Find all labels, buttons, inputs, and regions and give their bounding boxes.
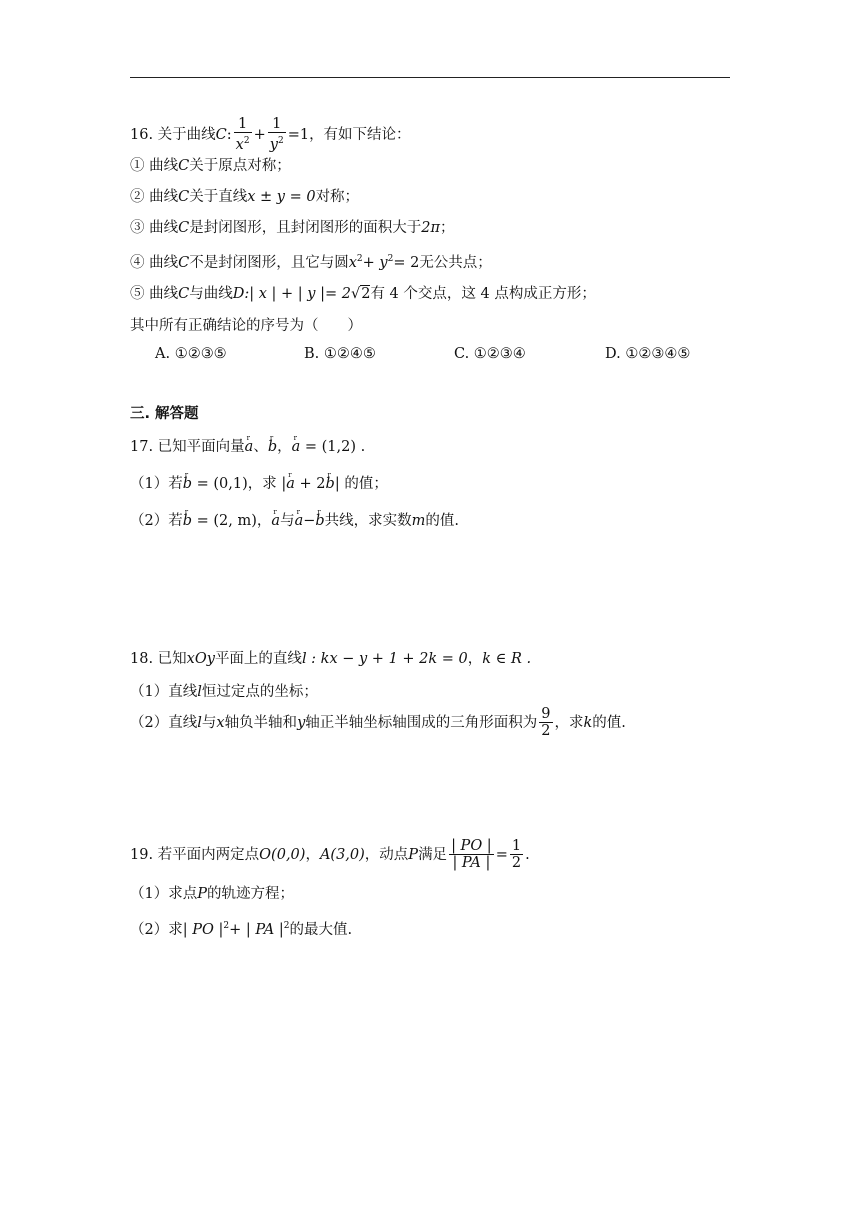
q17-part-2: （2）若r b = (2, m)，r a与r a−r b共线，求实数m的值. — [130, 511, 459, 531]
q16-statement-5: ⑤ 曲线C与曲线D:| x | + | y |= 2√2有 4 个交点，这 4 点构成正方形； — [130, 286, 596, 302]
q16-stem: 16. 关于曲线C: $\frac{1}{x^2}$ + $\frac{1}{y^2}$ =1，有如下结论： — [130, 116, 411, 153]
q16-statement-1: ① 曲线C关于原点对称； — [130, 158, 291, 174]
q16-option-c: C. ①②③④ — [454, 346, 526, 362]
section-heading: 三. 解答题 — [130, 406, 199, 422]
q16-statement-4: ④ 曲线C不是封闭图形，且它与圆$x^2+ y^2= 2$无公共点； — [130, 254, 492, 271]
q18-part-1: （1）直线l恒过定点的坐标； — [130, 684, 318, 700]
q16-statement-3: ③ 曲线C是封闭图形，且封闭图形的面积大于2π； — [130, 220, 455, 236]
q19-part-1: （1）求点P的轨迹方程； — [130, 886, 294, 902]
q17-part-1: （1）若r b = (0,1)，求 |r a + 2r b| 的值； — [130, 474, 388, 494]
header-rule — [130, 77, 730, 78]
q17-stem: 17. 已知平面向量r a、r b，r a = (1,2) . — [130, 437, 365, 457]
q16-statement-2: ② 曲线C关于直线x ± y = 0对称； — [130, 189, 360, 205]
q16-option-d: D. ①②③④⑤ — [605, 346, 691, 362]
q16-option-b: B. ①②④⑤ — [304, 346, 376, 362]
q19-part-2: （2）求| PO $|^2+$ | PA $|^2$的最大值. — [130, 921, 353, 938]
q18-stem: 18. 已知xOy平面上的直线l : kx − y + 1 + 2k = 0，k ∈ R . — [130, 651, 532, 667]
q16-question: 其中所有正确结论的序号为（ ） — [130, 318, 362, 334]
q16-option-a: A. ①②③⑤ — [155, 346, 227, 362]
q19-stem: 19. 若平面内两定点O(0,0)，A(3,0)，动点P满足 $\frac{| PO |}{| PA |}$ = $\frac{1}{2}$ . — [130, 838, 530, 871]
q18-part-2: （2）直线l与x轴负半轴和y轴正半轴坐标轴围成的三角形面积为 $\frac{9}{2}$ ，求k的值. — [130, 706, 626, 739]
